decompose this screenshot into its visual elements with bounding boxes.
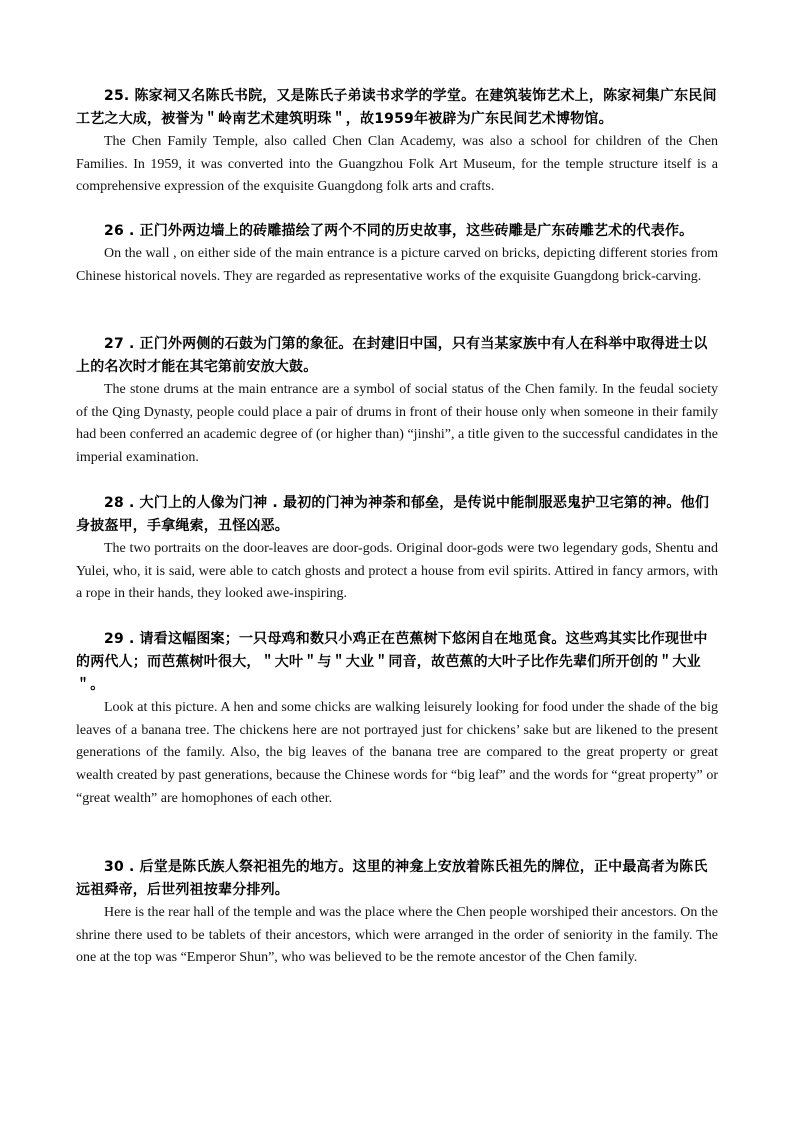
section-paragraph: The two portraits on the door-leaves are door-gods. Original door-gods were two legendary gods, Shentu and Yulei, who, it is said, were able to catch ghosts and protect a house from evil spirits. Attired in fancy armors, with a rope in their hands, they looked awe-inspiring. — [76, 541, 718, 602]
section-paragraph: The Chen Family Temple, also called Chen Clan Academy, was also a school for children of the Chen Families. In 1959, it was converted into the Guangzhou Folk Art Museum, for the temple structure itself is a comprehensive expression of the exquisite Guangdong folk arts and crafts. — [76, 134, 718, 195]
section-28 — [76, 492, 718, 606]
section-27 — [76, 333, 718, 470]
section-29 — [76, 628, 718, 811]
section-paragraph: Look at this picture. A hen and some chicks are walking leisurely looking for food under the shade of the big leaves of a banana tree. The chickens here are not portrayed just for chickens’ sake but are likened to the present generations of the family. Also, the big leaves of the banana tree are compared to the great property or great wealth created by past generations, because the Chinese words for “big leaf” and the words for “great property” or “great wealth” are homophones of each other. — [76, 700, 718, 806]
section-paragraph: On the wall , on either side of the main entrance is a picture carved on bricks, depicting different stories from Chinese historical novels. They are regarded as representative works of the exquisite Guangdong brick-carving. — [76, 246, 718, 284]
section-heading: 28 . 大门上的人像为门神 . 最初的门神为神荼和郁垒，是传说中能制服恶鬼护卫宅第的神。他们身披盔甲，手拿绳索，丑怪凶恶。 — [76, 495, 710, 534]
section-26 — [76, 220, 718, 288]
section-paragraph: The stone drums at the main entrance are a symbol of social status of the Chen family. In the feudal society of the Qing Dynasty, people could place a pair of drums in front of their house only when someone in their family had been conferred an academic degree of (or higher than) “jinshi”, a title given to the successful candidates in the imperial examination. — [76, 382, 718, 466]
section-30 — [76, 856, 718, 970]
section-paragraph: Here is the rear hall of the temple and was the place where the Chen people worshiped their ancestors. On the shrine there used to be tablets of their ancestors, which were arranged in the order of seniority in the family. The one at the top was “Emperor Shun”, who was believed to be the remote ancestor of the Chen family. — [76, 905, 718, 966]
section-heading: 27 . 正门外两侧的石鼓为门第的象征。在封建旧中国，只有当某家族中有人在科举中取得进士以上的名次时才能在其宅第前安放大鼓。 — [76, 336, 708, 375]
section-heading: 29 . 请看这幅图案；一只母鸡和数只小鸡正在芭蕉树下悠闲自在地觅食。这些鸡其实比作现世中的两代人；而芭蕉树叶很大，＂大叶＂与＂大业＂同音，故芭蕉的大叶子比作先辈们所开创的＂大业＂。 — [76, 631, 708, 693]
section-heading: 25. 陈家祠又名陈氏书院，又是陈氏子弟读书求学的学堂。在建筑装饰艺术上，陈家祠集广东民间工艺之大成，被誉为＂岭南艺术建筑明珠＂，故1959年被辟为广东民间艺术博物馆。 — [76, 88, 717, 127]
section-heading: 26 . 正门外两边墙上的砖雕描绘了两个不同的历史故事，这些砖雕是广东砖雕艺术的代表作。 — [104, 223, 694, 239]
section-25 — [76, 85, 718, 199]
section-heading: 30 . 后堂是陈氏族人祭祀祖先的地方。这里的神龛上安放着陈氏祖先的牌位，正中最高者为陈氏远祖舜帝，后世列祖按辈分排列。 — [76, 859, 708, 898]
